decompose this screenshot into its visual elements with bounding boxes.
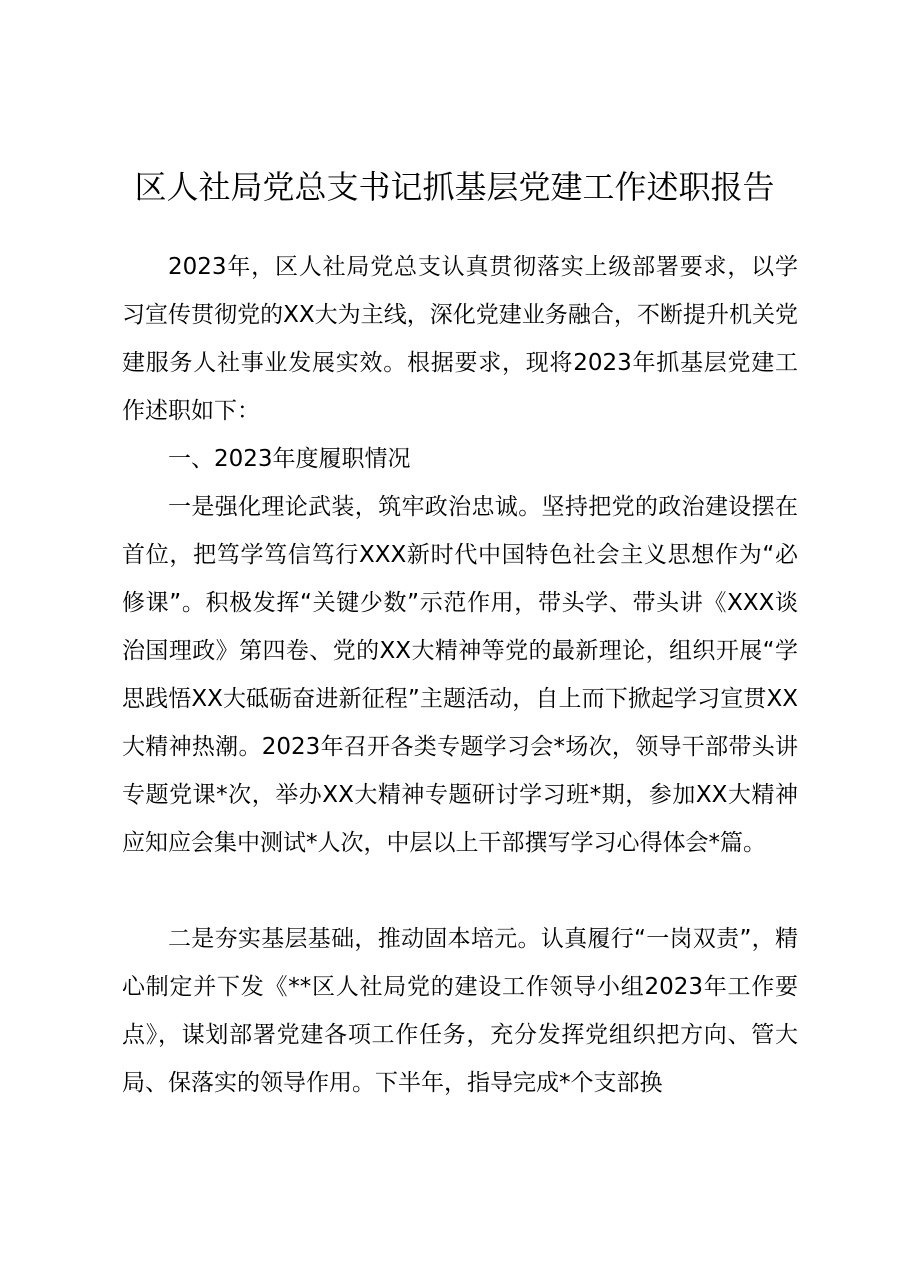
document-title: 区人社局党总支书记抓基层党建工作述职报告	[134, 168, 775, 206]
body-paragraph: 二是夯实基层基础，推动固本培元。认真履行“一岗双责”，精心制定并下发《**区人社局党的建设工作领导小组2023年工作要点》，谋划部署党建各项工作任务，充分发挥党组织把方向、管大局、保落实的领导作用。下半年，指导完成*个支部换	[122, 926, 798, 1096]
body-paragraph: 一是强化理论武装，筑牢政治忠诚。坚持把党的政治建设摆在首位，把笃学笃信笃行XXX新时代中国特色社会主义思想作为“必修课”。积极发挥“关键少数”示范作用，带头学、带头讲《XXX谈治国理政》第四卷、党的XX大精神等党的最新理论，组织开展“学思践悟XX大砥砺奋进新征程”主题活动，自上而下掀起学习宣贯XX大精神热潮。2023年召开各类专题学习会*场次，领导干部带头讲专题党课*次，举办XX大精神专题研讨学习班*期，参加XX大精神应知应会集中测试*人次，中层以上干部撰写学习心得体会*篇。	[122, 494, 798, 856]
intro-paragraph: 2023年，区人社局党总支认真贯彻落实上级部署要求，以学习宣传贯彻党的XX大为主线，深化党建业务融合，不断提升机关党建服务人社事业发展实效。根据要求，现将2023年抓基层党建工作述职如下：	[122, 254, 798, 424]
section-heading: 一、2023年度履职情况	[168, 446, 411, 472]
